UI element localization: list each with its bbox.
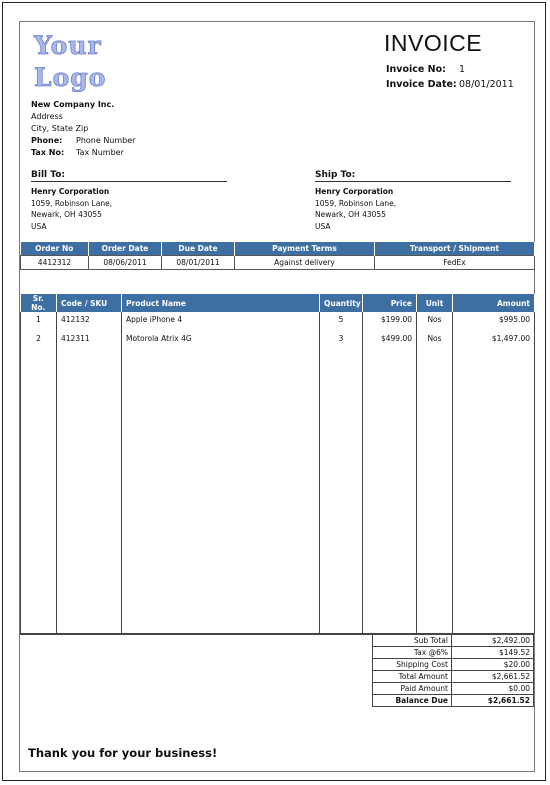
ship-to-title: Ship To: <box>315 170 511 182</box>
logo-line-2: Logo <box>34 63 107 92</box>
order-date: 08/06/2011 <box>89 256 162 270</box>
payment-terms: Against delivery <box>235 256 375 270</box>
company-logo <box>34 30 106 94</box>
totals-row <box>373 647 534 659</box>
transport-shipment: FedEx <box>375 256 535 270</box>
totals-value: $149.52 <box>452 647 534 659</box>
totals-label: Paid Amount <box>373 683 452 695</box>
order-header-cell: Order No <box>21 242 89 256</box>
ship-to-country: USA <box>315 221 331 231</box>
invoice-date-row <box>386 79 514 90</box>
totals-value: $20.00 <box>452 659 534 671</box>
bill-to-line1: 1059, Robinson Lane, <box>31 198 113 208</box>
item-sr: 1 <box>21 312 57 327</box>
item-qty: 3 <box>320 327 363 346</box>
totals-row <box>373 635 534 647</box>
table-row <box>21 327 535 346</box>
order-details-table <box>20 242 535 270</box>
balance-due-label: Balance Due <box>373 695 452 707</box>
table-row <box>21 312 535 327</box>
items-header-cell: Product Name <box>122 294 320 312</box>
tax-label: Tax No: <box>31 148 65 157</box>
item-amount: $1,497.00 <box>453 327 535 346</box>
totals-label: Tax @6% <box>373 647 452 659</box>
items-header-cell: Amount <box>453 294 535 312</box>
bill-to-country: USA <box>31 221 47 231</box>
bill-to-name: Henry Corporation <box>31 187 110 196</box>
ship-to-line2: Newark, OH 43055 <box>315 210 386 219</box>
totals-row <box>373 683 534 695</box>
totals-label: Total Amount <box>373 671 452 683</box>
thank-you-note: Thank you for your business! <box>28 746 218 760</box>
balance-due-value: $2,661.52 <box>452 695 534 707</box>
order-header-row <box>21 242 535 256</box>
totals-value: $0.00 <box>452 683 534 695</box>
due-date: 08/01/2011 <box>162 256 235 270</box>
item-sr: 2 <box>21 327 57 346</box>
empty-filler-row <box>21 346 535 634</box>
item-unit: Nos <box>417 312 453 327</box>
ship-to-name: Henry Corporation <box>315 187 394 196</box>
totals-table <box>372 634 534 707</box>
company-info <box>31 99 135 159</box>
items-header-cell: Price <box>363 294 417 312</box>
summary-divider <box>20 634 372 635</box>
invoice-date: 08/01/2011 <box>459 79 514 90</box>
items-header-cell: Quantity <box>320 294 363 312</box>
items-header-cell: Sr. No. <box>21 294 57 312</box>
items-header-row <box>21 294 535 312</box>
phone-value: Phone Number <box>76 136 136 145</box>
items-header-cell: Code / SKU <box>57 294 122 312</box>
invoice-sheet <box>19 21 535 772</box>
totals-label: Sub Total <box>373 635 452 647</box>
totals-row <box>373 671 534 683</box>
order-header-cell: Transport / Shipment <box>375 242 535 256</box>
company-address: Address <box>31 112 63 121</box>
order-header-cell: Payment Terms <box>235 242 375 256</box>
logo-line-1: Your <box>34 31 102 60</box>
items-header-cell: Unit <box>417 294 453 312</box>
bill-to-address <box>31 186 112 232</box>
totals-row <box>373 659 534 671</box>
totals-value: $2,492.00 <box>452 635 534 647</box>
item-name: Motorola Atrix 4G <box>122 327 320 346</box>
totals-value: $2,661.52 <box>452 671 534 683</box>
balance-due-row <box>373 695 534 707</box>
invoice-number-row <box>386 64 465 75</box>
page-border <box>2 2 546 781</box>
order-header-cell: Due Date <box>162 242 235 256</box>
bill-to-line2: Newark, OH 43055 <box>31 210 102 219</box>
item-unit: Nos <box>417 327 453 346</box>
phone-label: Phone: <box>31 136 63 145</box>
item-code: 412311 <box>57 327 122 346</box>
bill-to-title: Bill To: <box>31 170 227 182</box>
item-amount: $995.00 <box>453 312 535 327</box>
item-price: $199.00 <box>363 312 417 327</box>
order-header-cell: Order Date <box>89 242 162 256</box>
line-items-table <box>20 294 535 634</box>
company-name: New Company Inc. <box>31 100 115 109</box>
order-value-row <box>21 256 535 270</box>
item-qty: 5 <box>320 312 363 327</box>
ship-to-line1: 1059, Robinson Lane, <box>315 198 397 208</box>
invoice-date-label: Invoice Date: <box>386 79 457 90</box>
item-code: 412132 <box>57 312 122 327</box>
order-no: 4412312 <box>21 256 89 270</box>
invoice-title: INVOICE <box>384 30 483 56</box>
invoice-number: 1 <box>459 64 466 75</box>
item-name: Apple iPhone 4 <box>122 312 320 327</box>
company-city: City, State Zip <box>31 124 89 133</box>
ship-to-address <box>315 186 396 232</box>
tax-value: Tax Number <box>76 148 124 157</box>
totals-label: Shipping Cost <box>373 659 452 671</box>
invoice-number-label: Invoice No: <box>386 64 446 75</box>
item-price: $499.00 <box>363 327 417 346</box>
